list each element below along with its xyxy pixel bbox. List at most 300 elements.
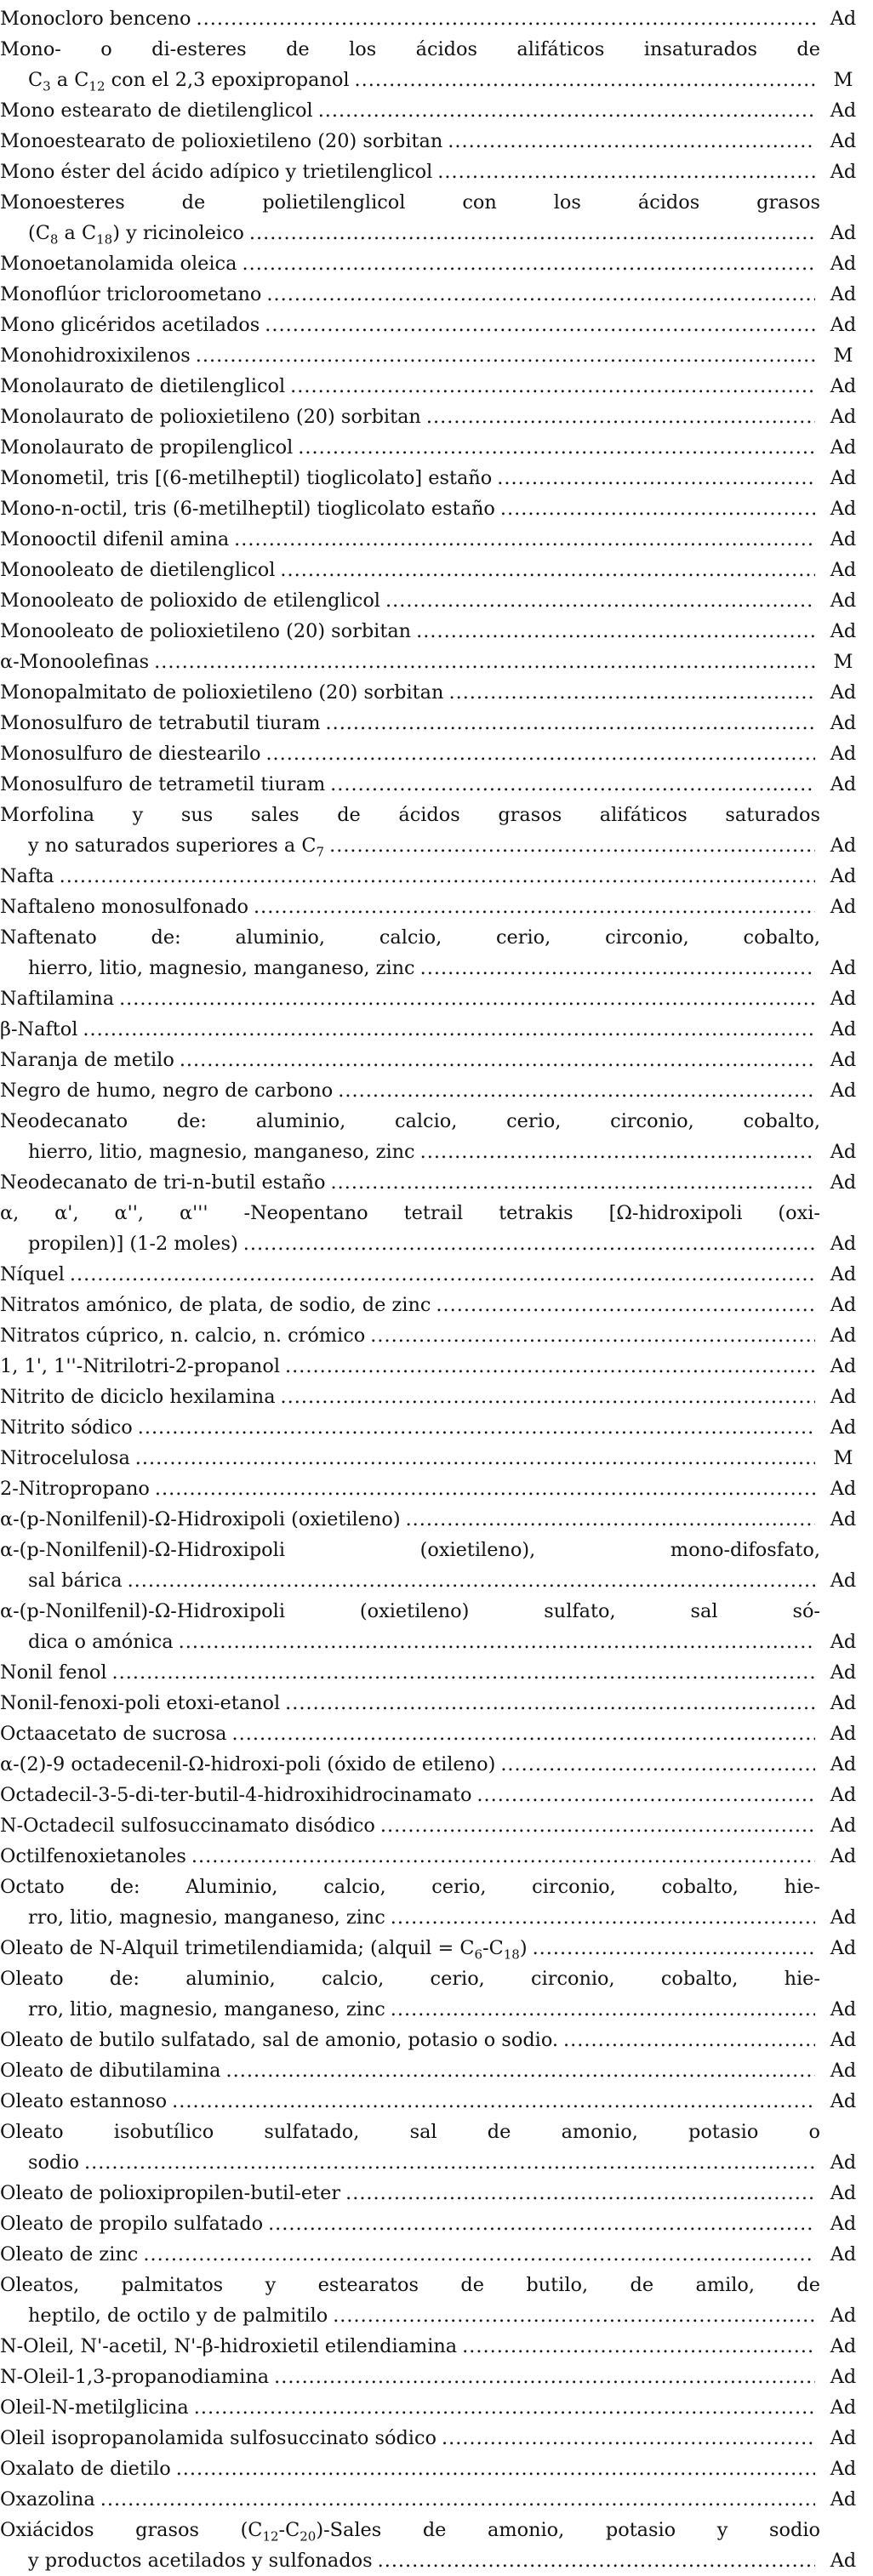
dot-leader [448, 126, 815, 157]
list-entry [0, 2025, 873, 2055]
list-entry [0, 2270, 873, 2331]
entry-line: Oleato isobutílico sulfatado, sal de amonio, potasio o [0, 2121, 820, 2143]
entry-code: Ad [830, 835, 857, 857]
entry-text: hierro, litio, magnesio, manganeso, zinc [28, 957, 415, 979]
entry-text: Oxazolina [0, 2488, 95, 2510]
entry-text: Negro de humo, negro de carbono [0, 1080, 334, 1102]
entry-text: propilen)] (1-2 moles) [28, 1233, 238, 1255]
entry-text: Nonil fenol [0, 1661, 107, 1684]
entry-code: Ad [830, 1661, 857, 1684]
entry-line [0, 1749, 873, 1780]
dot-leader [265, 738, 815, 769]
entry-text: Octaacetato de sucrosa [0, 1723, 227, 1745]
list-entry [0, 1718, 873, 1749]
entry-line [0, 1565, 873, 1596]
list-entry [0, 738, 873, 769]
list-entry [0, 157, 873, 187]
list-entry [0, 1045, 873, 1075]
dot-leader [135, 1443, 815, 1473]
entry-text: Nitratos amónico, de plata, de sodio, de zinc [0, 1294, 431, 1316]
entry-line [0, 1443, 873, 1473]
entry-code: Ad [830, 896, 857, 918]
entry-code: Ad [830, 2243, 857, 2265]
list-entry [0, 708, 873, 738]
list-entry [0, 1259, 873, 1290]
entry-code: Ad [830, 681, 857, 704]
dot-leader [285, 1688, 815, 1718]
dot-leader [380, 1810, 815, 1841]
entry-text: Monohidroxixilenos [0, 345, 191, 367]
dot-leader [497, 463, 815, 493]
entry-line: α-(p-Nonilfenil)-Ω-Hidroxipoli (oxietileno), mono-difosfato, [0, 1539, 820, 1561]
entry-line [0, 3, 873, 34]
entry-line [0, 1473, 873, 1504]
entry-line [0, 2423, 873, 2453]
dot-leader [500, 493, 815, 524]
dot-leader [100, 2484, 815, 2515]
entry-line [0, 1228, 873, 1259]
entry-line [0, 2545, 873, 2576]
dot-leader [333, 2300, 815, 2331]
dot-leader [285, 1351, 815, 1382]
list-entry [0, 1412, 873, 1443]
entry-line [0, 2025, 873, 2055]
entry-line [0, 2208, 873, 2239]
entry-line [0, 1627, 873, 1657]
entry-code: Ad [830, 375, 857, 397]
list-entry [0, 1320, 873, 1351]
dot-leader [112, 1657, 815, 1688]
entry-text: $C_3$ a $C_{12}$ con el 2,3 epoxipropanol [28, 69, 350, 94]
entry-text: Oleil isopropanolamida sulfosuccinato sódico [0, 2427, 436, 2449]
entry-line [0, 218, 873, 248]
dot-leader [254, 892, 815, 922]
list-entry [0, 1596, 873, 1657]
entry-text: Oleato de zinc [0, 2243, 139, 2265]
entry-text: Nitrito de diciclo hexilamina [0, 1386, 276, 1408]
entry-text: Nonil-fenoxi-poli etoxi-etanol [0, 1692, 281, 1714]
list-entry [0, 555, 873, 585]
list-entry [0, 1749, 873, 1780]
list-entry [0, 647, 873, 677]
entry-text: Nitrito sódico [0, 1416, 133, 1439]
entry-line [0, 1994, 873, 2025]
entry-code: Ad [830, 1753, 857, 1775]
entry-text: Oxalato de dietilo [0, 2458, 171, 2480]
list-entry [0, 2117, 873, 2178]
entry-code: Ad [830, 1386, 857, 1408]
entry-text: Mono-n-octil, tris (6-metilheptil) tioglicolato estaño [0, 498, 495, 520]
entry-line [0, 493, 873, 524]
entry-code: Ad [830, 161, 857, 183]
list-entry [0, 1014, 873, 1045]
dot-leader [274, 2362, 815, 2392]
list-entry [0, 2515, 873, 2576]
entry-line [0, 2331, 873, 2362]
entry-text: Oleato de polioxipropilen-butil-eter [0, 2182, 341, 2204]
entry-line [0, 677, 873, 708]
list-entry [0, 1443, 873, 1473]
dot-leader [298, 432, 815, 463]
entry-code: Ad [830, 253, 857, 275]
entry-code: Ad [830, 1294, 857, 1316]
dot-leader [330, 1167, 815, 1198]
dot-leader [280, 555, 815, 585]
entry-code: Ad [830, 2550, 857, 2572]
entry-code: Ad [830, 1845, 857, 1867]
entry-code: Ad [830, 2060, 857, 2082]
entry-code: Ad [830, 528, 857, 550]
entry-line [0, 2178, 873, 2208]
entry-text: Octadecil-3-5-di-ter-butil-4-hidroxihidrocinamato [0, 1784, 472, 1806]
entry-line: α-(p-Nonilfenil)-Ω-Hidroxipoli (oxietileno) sulfato, sal só- [0, 1600, 820, 1622]
entry-line [0, 769, 873, 800]
list-entry [0, 310, 873, 340]
list-entry [0, 1963, 873, 2025]
entry-text: Monolaurato de polioxietileno (20) sorbitan [0, 406, 421, 428]
entry-code: Ad [830, 1937, 857, 1959]
entry-line [0, 1137, 873, 1167]
entry-text: 2-Nitropropano [0, 1478, 150, 1500]
entry-text: Octilfenoxietanoles [0, 1845, 186, 1867]
list-entry [0, 769, 873, 800]
entry-line [0, 830, 873, 861]
entry-code: Ad [830, 1325, 857, 1347]
entry-text: Oleato estannoso [0, 2090, 168, 2112]
entry-code: Ad [830, 1508, 857, 1530]
entry-line [0, 2362, 873, 2392]
entry-code: Ad [830, 100, 857, 122]
list-entry [0, 1504, 873, 1535]
entry-line [0, 555, 873, 585]
dot-leader [462, 2331, 815, 2362]
dot-leader [442, 2423, 815, 2453]
dot-leader [476, 1780, 815, 1810]
list-entry [0, 463, 873, 493]
entry-code: Ad [830, 865, 857, 887]
entry-text: heptilo, de octilo y de palmitilo [28, 2305, 328, 2327]
entry-code: Ad [830, 1570, 857, 1592]
dot-leader [355, 65, 815, 95]
entry-text: Monooleato de polioxietileno (20) sorbitan [0, 620, 412, 642]
dot-leader [128, 1565, 815, 1596]
entry-code: Ad [830, 222, 857, 244]
entry-text: N-Oleil-1,3-propanodiamina [0, 2366, 270, 2388]
dot-leader [242, 248, 815, 279]
entry-line [0, 1259, 873, 1290]
entry-text: Nafta [0, 865, 54, 887]
dot-leader [179, 1627, 815, 1657]
list-entry [0, 1810, 873, 1841]
list-entry [0, 187, 873, 248]
entry-line [0, 892, 873, 922]
dot-leader [325, 708, 815, 738]
dot-leader [138, 1412, 815, 1443]
entry-code: Ad [830, 1906, 857, 1929]
entry-line [0, 1718, 873, 1749]
dot-leader [420, 953, 815, 983]
list-entry [0, 1351, 873, 1382]
list-entry [0, 677, 873, 708]
entry-text: Mono glicéridos acetilados [0, 314, 260, 336]
entry-code: Ad [830, 1631, 857, 1653]
entry-text: Monolaurato de propilenglicol [0, 436, 294, 459]
entry-line [0, 861, 873, 892]
dot-leader [226, 2055, 816, 2086]
entry-code: Ad [830, 436, 857, 459]
dot-leader [60, 861, 815, 892]
entry-line [0, 157, 873, 187]
entry-text: y productos acetilados y sulfonados [28, 2550, 373, 2572]
entry-code: Ad [830, 2396, 857, 2419]
entry-code: Ad [830, 559, 857, 581]
entry-code: Ad [830, 2029, 857, 2051]
dot-leader [290, 371, 815, 402]
entry-code: Ad [830, 283, 857, 305]
entry-line [0, 1902, 873, 1933]
entry-code: Ad [830, 1263, 857, 1285]
entry-text: 1, 1', 1''-Nitrilotri-2-propanol [0, 1355, 280, 1377]
list-entry [0, 3, 873, 34]
dot-leader [391, 1902, 815, 1933]
entry-line [0, 1780, 873, 1810]
entry-line: Oleatos, palmitatos y estearatos de butilo, de amilo, de [0, 2274, 820, 2296]
dot-leader [191, 1841, 815, 1872]
entry-line [0, 248, 873, 279]
list-entry [0, 1290, 873, 1320]
entry-code: Ad [830, 1416, 857, 1439]
entry-line: Naftenato de: aluminio, calcio, cerio, circonio, cobalto, [0, 926, 820, 949]
dot-leader [426, 402, 815, 432]
entry-code: Ad [830, 2090, 857, 2112]
entry-code: Ad [830, 498, 857, 520]
list-entry [0, 493, 873, 524]
entry-code: Ad [830, 988, 857, 1010]
entry-text: Monometil, tris [(6-metilheptil) tioglicolato] estaño [0, 467, 493, 489]
entry-text: hierro, litio, magnesio, manganeso, zinc [28, 1141, 415, 1163]
list-entry [0, 95, 873, 126]
entry-text: Monopalmitato de polioxietileno (20) sorbitan [0, 681, 444, 704]
list-entry [0, 340, 873, 371]
entry-code: M [833, 345, 853, 367]
list-entry [0, 432, 873, 463]
entry-text: Oleato de propilo sulfatado [0, 2213, 264, 2235]
entry-code: Ad [830, 467, 857, 489]
entry-line [0, 2484, 873, 2515]
entry-text: Oleato de N-Alquil trimetilendiamida; (alquil = $C_6-C_{18}$) [0, 1937, 528, 1963]
entry-line: Neodecanato de: aluminio, calcio, cerio, circonio, cobalto, [0, 1110, 820, 1132]
entry-line [0, 1504, 873, 1535]
entry-text: Monoetanolamida oleica [0, 253, 237, 275]
entry-text: Monooctil difenil amina [0, 528, 230, 550]
dot-leader [155, 1473, 815, 1504]
dot-leader [84, 2147, 815, 2178]
list-entry [0, 922, 873, 983]
list-entry [0, 1382, 873, 1412]
entry-line [0, 371, 873, 402]
entry-text: α-Monoolefinas [0, 651, 150, 673]
dot-leader [172, 2086, 815, 2117]
dot-leader [281, 1382, 815, 1412]
entry-line [0, 524, 873, 555]
dot-leader [420, 1137, 815, 1167]
entry-text: Oleato de dibutilamina [0, 2060, 221, 2082]
entry-text: rro, litio, magnesio, manganeso, zinc [28, 1998, 385, 2020]
entry-code: Ad [830, 2366, 857, 2388]
list-entry [0, 1780, 873, 1810]
dot-leader [143, 2239, 815, 2270]
list-entry [0, 2178, 873, 2208]
entry-code: Ad [830, 1171, 857, 1194]
entry-line [0, 2147, 873, 2178]
entry-code: Ad [830, 2335, 857, 2357]
entry-code: Ad [830, 1355, 857, 1377]
dot-leader [370, 1320, 815, 1351]
dot-leader [249, 218, 815, 248]
dot-leader [176, 2453, 815, 2484]
entry-code: Ad [830, 1141, 857, 1163]
entry-line [0, 708, 873, 738]
entry-text: sodio [28, 2151, 79, 2174]
dot-leader [533, 1933, 815, 1963]
entry-line [0, 2300, 873, 2331]
entry-line [0, 2392, 873, 2423]
list-entry [0, 402, 873, 432]
list-entry [0, 1933, 873, 1963]
entry-line [0, 2086, 873, 2117]
entry-line [0, 1320, 873, 1351]
entry-text: y no saturados superiores a $C_7$ [28, 835, 325, 860]
entry-line: Oxiácidos grasos $(C_{12}-C_{20})$-Sales de amonio, potasio y sodio [0, 2519, 820, 2545]
entry-line [0, 738, 873, 769]
entry-code: Ad [830, 2182, 857, 2204]
entry-text: Monocloro benceno [0, 8, 191, 30]
entry-text: ($C_8$ a $C_{18}$) y ricinoleico [28, 222, 244, 248]
dot-leader [330, 769, 815, 800]
entry-code: Ad [830, 620, 857, 642]
list-entry [0, 248, 873, 279]
entry-line [0, 402, 873, 432]
dot-leader [232, 1718, 815, 1749]
entry-text: Naftaleno monosulfonado [0, 896, 249, 918]
list-entry [0, 2208, 873, 2239]
entry-code: Ad [830, 2305, 857, 2327]
entry-code: Ad [830, 1049, 857, 1071]
list-entry [0, 983, 873, 1014]
entry-line [0, 2453, 873, 2484]
dot-leader [268, 2208, 815, 2239]
entry-code: Ad [830, 1815, 857, 1837]
entry-code: Ad [830, 8, 857, 30]
entry-text: N-Octadecil sulfosuccinamato disódico [0, 1815, 375, 1837]
entry-line: Octato de: Aluminio, calcio, cerio, circonio, cobalto, hie- [0, 1876, 820, 1898]
entry-code: Ad [830, 957, 857, 979]
list-entry [0, 585, 873, 616]
dot-leader [385, 585, 815, 616]
entry-line [0, 1351, 873, 1382]
dot-leader [234, 524, 815, 555]
entry-line [0, 463, 873, 493]
entry-code: M [833, 69, 853, 91]
entry-line [0, 1382, 873, 1412]
entry-text: Níquel [0, 1263, 65, 1285]
entry-line [0, 279, 873, 310]
dot-leader [265, 310, 815, 340]
entry-line [0, 310, 873, 340]
entry-line [0, 1290, 873, 1320]
dot-leader [329, 830, 815, 861]
entry-text: Naranja de metilo [0, 1049, 174, 1071]
entry-text: Monooleato de dietilenglicol [0, 559, 276, 581]
entry-line [0, 585, 873, 616]
entry-line [0, 1075, 873, 1106]
dot-leader [154, 647, 815, 677]
entry-code: Ad [830, 2458, 857, 2480]
entry-line [0, 2239, 873, 2270]
entry-line [0, 616, 873, 647]
entry-line: Monoesteres de polietilenglicol con los ácidos grasos [0, 191, 820, 214]
dot-leader [180, 1045, 815, 1075]
entry-text: N-Oleil, N'-acetil, N'-β-hidroxietil etilendiamina [0, 2335, 458, 2357]
entry-text: Mono estearato de dietilenglicol [0, 100, 313, 122]
entry-line: Oleato de: aluminio, calcio, cerio, circonio, cobalto, hie- [0, 1968, 820, 1990]
list-entry [0, 1198, 873, 1259]
entry-line: α, α', α'', α''' -Neopentano tetrail tetrakis [Ω-hidroxipoli (oxi- [0, 1202, 820, 1224]
entry-line [0, 126, 873, 157]
entry-line [0, 1688, 873, 1718]
list-entry [0, 126, 873, 157]
entry-line [0, 95, 873, 126]
dot-leader [196, 340, 815, 371]
entry-line [0, 983, 873, 1014]
entry-code: Ad [830, 743, 857, 765]
dot-leader [345, 2178, 815, 2208]
entry-line [0, 953, 873, 983]
entry-code: Ad [830, 130, 857, 152]
entry-code: Ad [830, 1692, 857, 1714]
dot-leader [378, 2545, 815, 2576]
entry-code: Ad [830, 2427, 857, 2449]
entry-code: M [833, 1447, 853, 1469]
list-entry [0, 279, 873, 310]
dot-leader [437, 157, 815, 187]
entry-line [0, 1933, 873, 1963]
entry-text: α-(p-Nonilfenil)-Ω-Hidroxipoli (oxietileno) [0, 1508, 401, 1530]
list-entry [0, 800, 873, 861]
list-entry [0, 1657, 873, 1688]
list-entry [0, 371, 873, 402]
list-entry [0, 1872, 873, 1933]
entry-code: Ad [830, 1998, 857, 2020]
entry-text: Nitratos cúprico, n. calcio, n. crómico [0, 1325, 366, 1347]
entry-text: Oleil-N-metilglicina [0, 2396, 189, 2419]
list-entry [0, 1106, 873, 1167]
entry-text: Neodecanato de tri-n-butil estaño [0, 1171, 326, 1194]
entry-code: Ad [830, 590, 857, 612]
entry-text: Monooleato de polioxido de etilenglicol [0, 590, 380, 612]
dot-leader [243, 1228, 815, 1259]
entry-code: Ad [830, 712, 857, 734]
entry-text: Monosulfuro de tetrametil tiuram [0, 773, 326, 795]
dot-leader [436, 1290, 815, 1320]
list-entry [0, 616, 873, 647]
list-entry [0, 2484, 873, 2515]
entry-line [0, 647, 873, 677]
entry-line [0, 1167, 873, 1198]
entry-code: Ad [830, 2488, 857, 2510]
dot-leader [318, 95, 815, 126]
entry-code: M [833, 651, 853, 673]
